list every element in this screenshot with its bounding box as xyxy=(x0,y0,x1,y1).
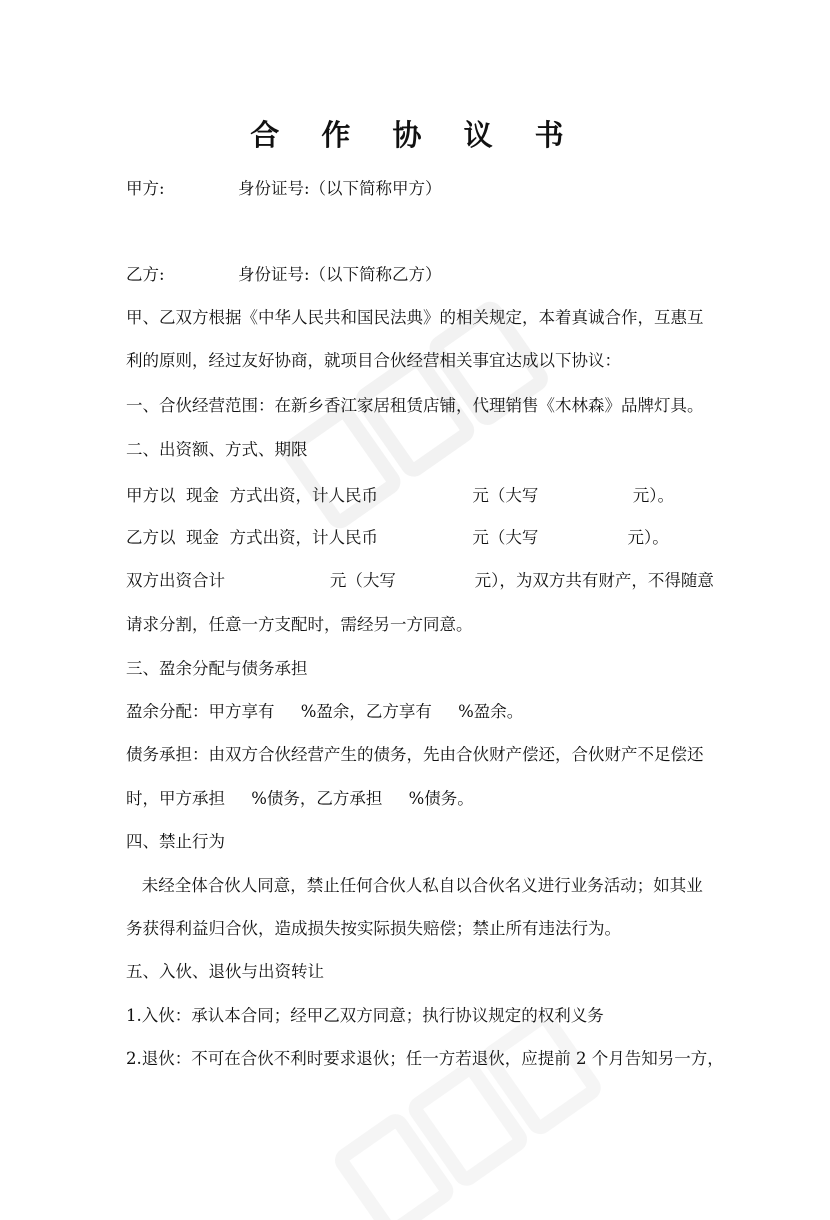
paragraph-line: 盈余分配：甲方享有 %盈余，乙方享有 %盈余。 xyxy=(126,702,524,721)
party-a-line: 甲方: 身份证号:（以下简称甲方） xyxy=(126,179,442,198)
paragraph-line: 债务承担：由双方合伙经营产生的债务，先由合伙财产偿还，合伙财产不足偿还 xyxy=(126,745,704,764)
paragraph-line: 2.退伙：不可在合伙不利时要求退伙；任一方若退伙，应提前 2 个月告知另一方， xyxy=(126,1049,724,1068)
paragraph-line: 请求分割，任意一方支配时，需经另一方同意。 xyxy=(126,615,473,634)
section-heading: 二、出资额、方式、期限 xyxy=(126,440,308,459)
paragraph-line: 务获得利益归合伙，造成损失按实际损失赔偿；禁止所有违法行为。 xyxy=(126,919,621,938)
section-heading: 四、禁止行为 xyxy=(126,832,225,851)
paragraph-line: 乙方以 现金 方式出资，计人民币 元（大写 元）。 xyxy=(126,528,669,547)
paragraph-line: 利的原则，经过友好协商，就项目合伙经营相关事宜达成以下协议： xyxy=(126,351,621,370)
paragraph-line: 时，甲方承担 %债务，乙方承担 %债务。 xyxy=(126,789,474,808)
paragraph-line: 甲方以 现金 方式出资，计人民币 元（大写 元）。 xyxy=(126,486,675,505)
paragraph-line: 1.入伙：承认本合同；经甲乙双方同意；执行协议规定的权利义务 xyxy=(126,1006,604,1025)
paragraph-line: 甲、乙双方根据《中华人民共和国民法典》的相关规定，本着真诚合作，互惠互 xyxy=(126,308,704,327)
paragraph-line: 未经全体合伙人同意，禁止任何合伙人私自以合伙名义进行业务活动；如其业 xyxy=(126,876,703,895)
party-b-line: 乙方: 身份证号:（以下简称乙方） xyxy=(126,265,442,284)
paragraph-line: 双方出资合计 元（大写 元），为双方共有财产，不得随意 xyxy=(126,571,714,590)
section-line: 一、合伙经营范围：在新乡香江家居租赁店铺，代理销售《木林森》品牌灯具。 xyxy=(126,396,704,415)
section-heading: 五、入伙、退伙与出资转让 xyxy=(126,962,324,981)
section-heading: 三、盈余分配与债务承担 xyxy=(126,659,308,678)
document-title: 合 作 协 议 书 xyxy=(250,118,580,152)
